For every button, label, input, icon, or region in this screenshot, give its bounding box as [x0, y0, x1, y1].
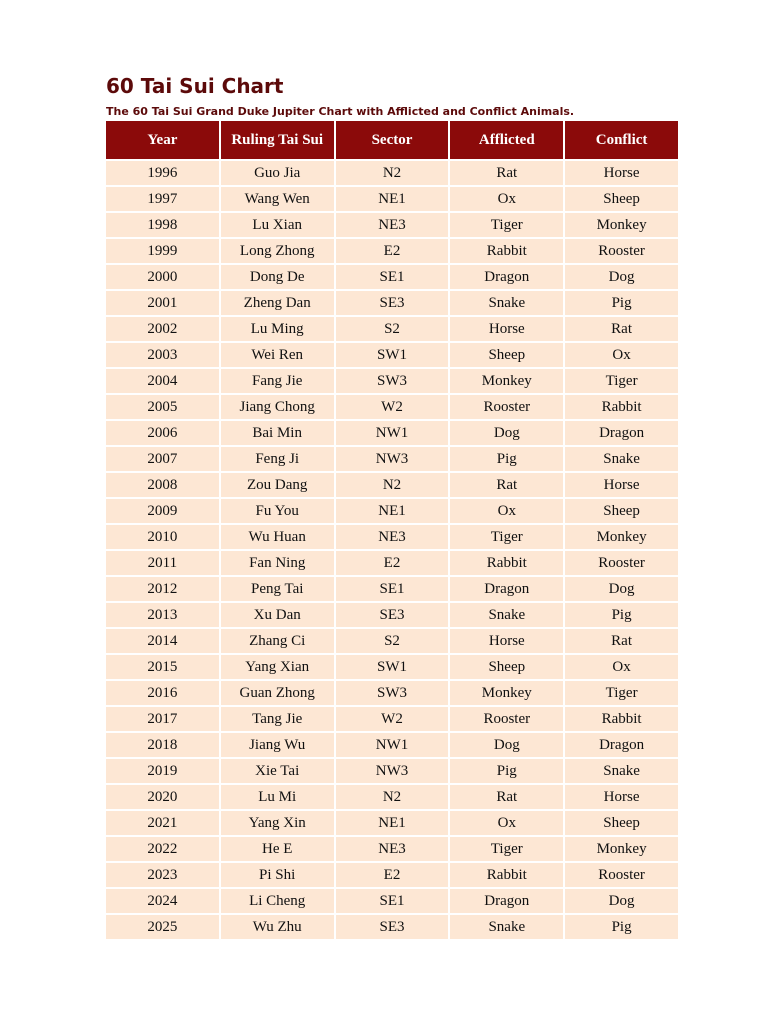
cell-sector: S2	[336, 629, 449, 653]
cell-ruling-tai-sui: Fu You	[221, 499, 334, 523]
tai-sui-table	[104, 119, 680, 941]
cell-afflicted: Sheep	[450, 655, 563, 679]
cell-conflict: Tiger	[565, 681, 678, 705]
cell-year: 2008	[106, 473, 219, 497]
cell-sector: NW3	[336, 447, 449, 471]
cell-ruling-tai-sui: Yang Xian	[221, 655, 334, 679]
cell-year: 1998	[106, 213, 219, 237]
cell-year: 2025	[106, 915, 219, 939]
table-body	[106, 161, 678, 939]
page-subtitle: The 60 Tai Sui Grand Duke Jupiter Chart with Afflicted and Conflict Animals.	[106, 105, 575, 118]
cell-afflicted: Horse	[450, 317, 563, 341]
cell-sector: NW1	[336, 733, 449, 757]
cell-conflict: Horse	[565, 161, 678, 185]
cell-afflicted: Monkey	[450, 369, 563, 393]
cell-ruling-tai-sui: Pi Shi	[221, 863, 334, 887]
cell-afflicted: Rat	[450, 785, 563, 809]
table-row	[106, 733, 678, 757]
cell-afflicted: Dog	[450, 421, 563, 445]
cell-year: 2013	[106, 603, 219, 627]
cell-sector: NE3	[336, 837, 449, 861]
cell-year: 2009	[106, 499, 219, 523]
cell-sector: N2	[336, 785, 449, 809]
cell-conflict: Horse	[565, 785, 678, 809]
cell-conflict: Tiger	[565, 369, 678, 393]
cell-year: 2015	[106, 655, 219, 679]
table-row	[106, 291, 678, 315]
cell-conflict: Rabbit	[565, 395, 678, 419]
cell-afflicted: Monkey	[450, 681, 563, 705]
column-header-afflicted: Afflicted	[450, 121, 563, 159]
cell-afflicted: Dragon	[450, 889, 563, 913]
cell-afflicted: Rabbit	[450, 239, 563, 263]
cell-sector: SW3	[336, 681, 449, 705]
cell-year: 2021	[106, 811, 219, 835]
cell-ruling-tai-sui: Wu Zhu	[221, 915, 334, 939]
cell-afflicted: Dragon	[450, 265, 563, 289]
cell-year: 2000	[106, 265, 219, 289]
document	[106, 72, 680, 941]
cell-afflicted: Dog	[450, 733, 563, 757]
cell-conflict: Ox	[565, 655, 678, 679]
cell-sector: SW3	[336, 369, 449, 393]
cell-ruling-tai-sui: Jiang Chong	[221, 395, 334, 419]
table-row	[106, 915, 678, 939]
table-row	[106, 577, 678, 601]
column-header-conflict: Conflict	[565, 121, 678, 159]
cell-ruling-tai-sui: Lu Ming	[221, 317, 334, 341]
cell-ruling-tai-sui: Bai Min	[221, 421, 334, 445]
cell-conflict: Snake	[565, 759, 678, 783]
cell-ruling-tai-sui: Jiang Wu	[221, 733, 334, 757]
table-row	[106, 863, 678, 887]
cell-year: 2007	[106, 447, 219, 471]
table-row	[106, 317, 678, 341]
table-row	[106, 395, 678, 419]
table-row	[106, 447, 678, 471]
column-header-ruling-tai-sui: Ruling Tai Sui	[221, 121, 334, 159]
cell-sector: E2	[336, 551, 449, 575]
cell-conflict: Pig	[565, 915, 678, 939]
cell-year: 1999	[106, 239, 219, 263]
cell-ruling-tai-sui: Feng Ji	[221, 447, 334, 471]
table-row	[106, 707, 678, 731]
table-row	[106, 551, 678, 575]
cell-ruling-tai-sui: Tang Jie	[221, 707, 334, 731]
table-row	[106, 213, 678, 237]
cell-sector: SE3	[336, 603, 449, 627]
table-row	[106, 681, 678, 705]
cell-year: 2017	[106, 707, 219, 731]
cell-afflicted: Pig	[450, 447, 563, 471]
cell-ruling-tai-sui: Fang Jie	[221, 369, 334, 393]
table-row	[106, 369, 678, 393]
cell-year: 2022	[106, 837, 219, 861]
cell-conflict: Sheep	[565, 811, 678, 835]
cell-sector: NE3	[336, 213, 449, 237]
cell-ruling-tai-sui: Fan Ning	[221, 551, 334, 575]
cell-afflicted: Rabbit	[450, 863, 563, 887]
cell-afflicted: Horse	[450, 629, 563, 653]
cell-year: 2010	[106, 525, 219, 549]
cell-conflict: Horse	[565, 473, 678, 497]
cell-conflict: Pig	[565, 603, 678, 627]
table-row	[106, 889, 678, 913]
cell-year: 1997	[106, 187, 219, 211]
cell-year: 2024	[106, 889, 219, 913]
cell-conflict: Dog	[565, 577, 678, 601]
cell-afflicted: Ox	[450, 811, 563, 835]
cell-year: 2002	[106, 317, 219, 341]
cell-conflict: Sheep	[565, 499, 678, 523]
cell-ruling-tai-sui: Zheng Dan	[221, 291, 334, 315]
cell-sector: SE1	[336, 265, 449, 289]
table-row	[106, 265, 678, 289]
cell-conflict: Rooster	[565, 551, 678, 575]
cell-conflict: Monkey	[565, 837, 678, 861]
table-row	[106, 473, 678, 497]
cell-year: 1996	[106, 161, 219, 185]
cell-sector: NE1	[336, 187, 449, 211]
cell-sector: NE3	[336, 525, 449, 549]
cell-sector: SW1	[336, 655, 449, 679]
cell-afflicted: Sheep	[450, 343, 563, 367]
cell-ruling-tai-sui: Lu Mi	[221, 785, 334, 809]
cell-afflicted: Rat	[450, 161, 563, 185]
cell-conflict: Ox	[565, 343, 678, 367]
cell-ruling-tai-sui: Lu Xian	[221, 213, 334, 237]
cell-afflicted: Tiger	[450, 525, 563, 549]
cell-conflict: Rooster	[565, 863, 678, 887]
cell-sector: S2	[336, 317, 449, 341]
cell-conflict: Monkey	[565, 525, 678, 549]
cell-year: 2014	[106, 629, 219, 653]
cell-ruling-tai-sui: Zou Dang	[221, 473, 334, 497]
column-header-sector: Sector	[336, 121, 449, 159]
table-row	[106, 811, 678, 835]
cell-sector: NE1	[336, 499, 449, 523]
page-title: 60 Tai Sui Chart	[106, 74, 284, 98]
cell-afflicted: Tiger	[450, 213, 563, 237]
cell-afflicted: Snake	[450, 603, 563, 627]
table-row	[106, 759, 678, 783]
table-row	[106, 187, 678, 211]
cell-conflict: Dog	[565, 265, 678, 289]
cell-conflict: Dragon	[565, 733, 678, 757]
cell-sector: SE1	[336, 889, 449, 913]
cell-afflicted: Pig	[450, 759, 563, 783]
cell-ruling-tai-sui: Wu Huan	[221, 525, 334, 549]
cell-conflict: Rooster	[565, 239, 678, 263]
table-row	[106, 161, 678, 185]
cell-ruling-tai-sui: Dong De	[221, 265, 334, 289]
cell-year: 2023	[106, 863, 219, 887]
cell-sector: NW1	[336, 421, 449, 445]
cell-afflicted: Ox	[450, 187, 563, 211]
cell-ruling-tai-sui: Wei Ren	[221, 343, 334, 367]
cell-afflicted: Dragon	[450, 577, 563, 601]
cell-year: 2005	[106, 395, 219, 419]
cell-conflict: Dragon	[565, 421, 678, 445]
cell-sector: N2	[336, 473, 449, 497]
cell-sector: SE3	[336, 915, 449, 939]
cell-sector: NE1	[336, 811, 449, 835]
cell-sector: SE3	[336, 291, 449, 315]
cell-sector: N2	[336, 161, 449, 185]
table-row	[106, 239, 678, 263]
cell-sector: W2	[336, 707, 449, 731]
cell-afflicted: Snake	[450, 915, 563, 939]
table-row	[106, 629, 678, 653]
cell-year: 2006	[106, 421, 219, 445]
cell-conflict: Snake	[565, 447, 678, 471]
cell-conflict: Rat	[565, 317, 678, 341]
table-row	[106, 837, 678, 861]
cell-conflict: Pig	[565, 291, 678, 315]
cell-ruling-tai-sui: Guo Jia	[221, 161, 334, 185]
cell-conflict: Monkey	[565, 213, 678, 237]
cell-afflicted: Rooster	[450, 395, 563, 419]
cell-ruling-tai-sui: He E	[221, 837, 334, 861]
cell-year: 2004	[106, 369, 219, 393]
cell-ruling-tai-sui: Long Zhong	[221, 239, 334, 263]
cell-conflict: Sheep	[565, 187, 678, 211]
cell-year: 2018	[106, 733, 219, 757]
cell-sector: SW1	[336, 343, 449, 367]
cell-ruling-tai-sui: Wang Wen	[221, 187, 334, 211]
cell-year: 2003	[106, 343, 219, 367]
cell-conflict: Dog	[565, 889, 678, 913]
cell-sector: W2	[336, 395, 449, 419]
cell-conflict: Rabbit	[565, 707, 678, 731]
cell-afflicted: Rat	[450, 473, 563, 497]
table-row	[106, 343, 678, 367]
table-row	[106, 499, 678, 523]
cell-sector: E2	[336, 239, 449, 263]
table-header-row	[106, 121, 678, 159]
cell-year: 2001	[106, 291, 219, 315]
table-row	[106, 785, 678, 809]
cell-afflicted: Tiger	[450, 837, 563, 861]
cell-ruling-tai-sui: Peng Tai	[221, 577, 334, 601]
cell-conflict: Rat	[565, 629, 678, 653]
table-row	[106, 525, 678, 549]
table-row	[106, 421, 678, 445]
table-row	[106, 603, 678, 627]
cell-ruling-tai-sui: Xu Dan	[221, 603, 334, 627]
cell-afflicted: Rooster	[450, 707, 563, 731]
cell-sector: NW3	[336, 759, 449, 783]
cell-ruling-tai-sui: Zhang Ci	[221, 629, 334, 653]
cell-ruling-tai-sui: Yang Xin	[221, 811, 334, 835]
cell-year: 2012	[106, 577, 219, 601]
cell-year: 2016	[106, 681, 219, 705]
cell-ruling-tai-sui: Li Cheng	[221, 889, 334, 913]
cell-afflicted: Rabbit	[450, 551, 563, 575]
cell-afflicted: Ox	[450, 499, 563, 523]
table-row	[106, 655, 678, 679]
cell-sector: E2	[336, 863, 449, 887]
cell-sector: SE1	[336, 577, 449, 601]
cell-ruling-tai-sui: Guan Zhong	[221, 681, 334, 705]
cell-year: 2019	[106, 759, 219, 783]
cell-year: 2020	[106, 785, 219, 809]
column-header-year: Year	[106, 121, 219, 159]
cell-year: 2011	[106, 551, 219, 575]
cell-ruling-tai-sui: Xie Tai	[221, 759, 334, 783]
cell-afflicted: Snake	[450, 291, 563, 315]
